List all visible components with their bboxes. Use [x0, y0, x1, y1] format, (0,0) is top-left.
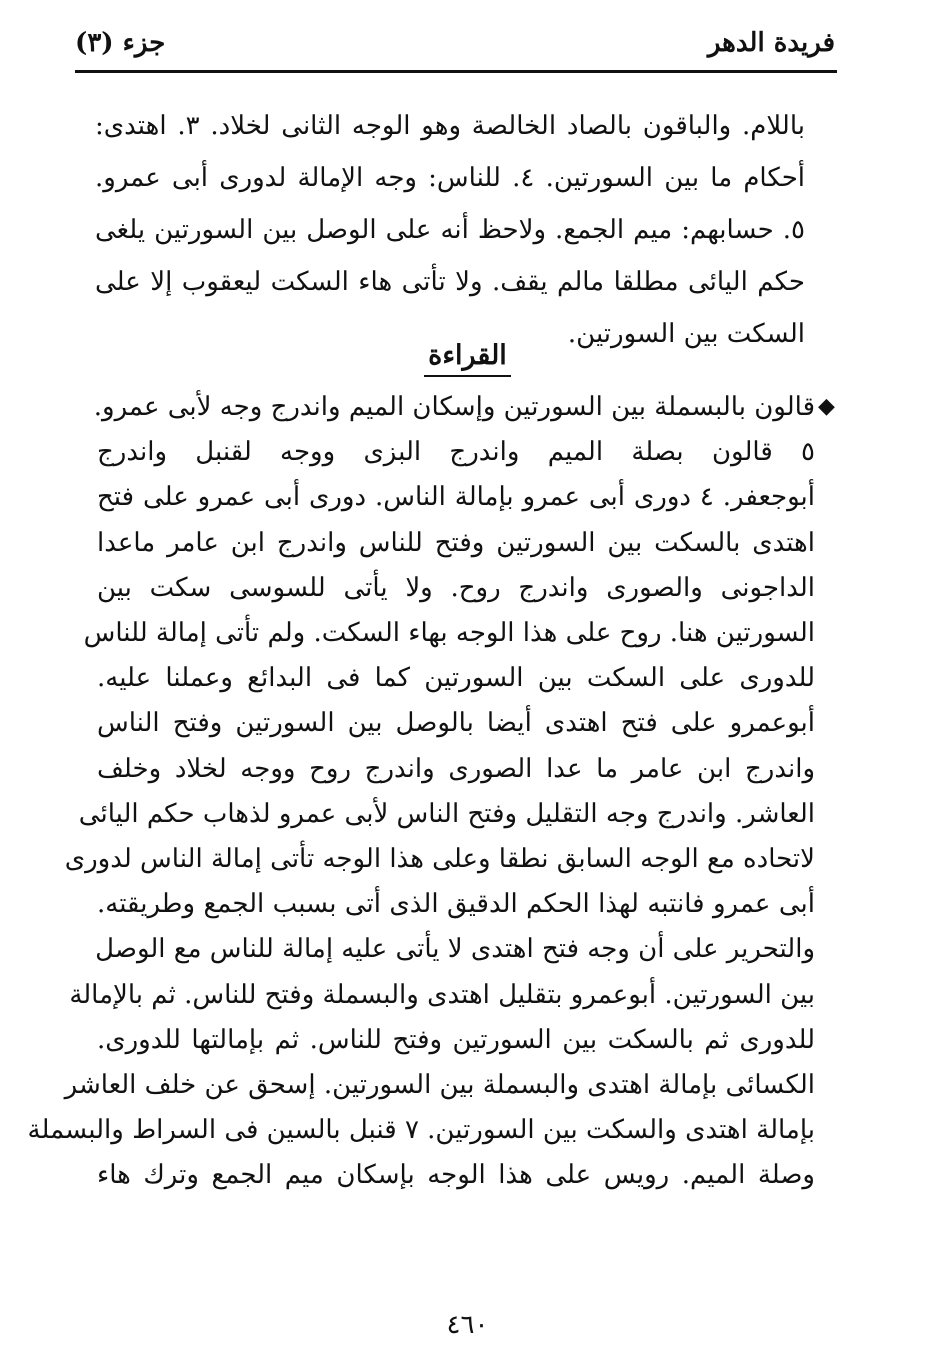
section-title: [0, 340, 935, 377]
page-number: ٤٦٠: [446, 1310, 489, 1340]
book-title: فريدة الدهر: [707, 28, 835, 58]
body-line: بإمالة اهتدى والسكت بين السورتين. ٧ قنبل بالسين فى السراط والبسملة: [27, 1115, 815, 1146]
notes-line: السكت بين السورتين.: [567, 319, 805, 349]
notes-line: أحكام ما بين السورتين. ٤. للناس: وجه الإمالة لدورى أبى عمرو.: [95, 163, 805, 193]
body-line: أبوجعفر. ٤ دورى أبى عمرو بإمالة الناس. دورى أبى عمرو على فتح: [97, 482, 815, 513]
body-line: الكسائى بإمالة اهتدى والبسملة بين السورتين. إسحق عن خلف العاشر: [64, 1070, 815, 1101]
section-title-text: القراءة: [424, 340, 511, 377]
notes-block: [95, 100, 805, 360]
body-line: أبى عمرو فانتبه لهذا الحكم الدقيق الذى أتى بسبب الجمع وطريقته.: [97, 889, 815, 920]
header-rule: [75, 70, 837, 73]
body-line: للدورى على السكت بين السورتين كما فى البدائع وعملنا عليه.: [97, 663, 815, 694]
body-line: للدورى ثم بالسكت بين السورتين وفتح للناس. ثم بإمالتها للدورى.: [97, 1024, 815, 1055]
body-line: قالون بالبسملة بين السورتين وإسكان الميم واندرج وجه لأبى عمرو.: [93, 392, 815, 422]
body-line: بين السورتين. أبوعمرو بتقليل اهتدى والبسملة وفتح للناس. ثم بالإمالة: [69, 979, 815, 1010]
notes-line: ٥. حسابهم: ميم الجمع. ولاحظ أنه على الوصل بين السورتين يلغى: [95, 215, 805, 245]
body-line: أبوعمرو على فتح اهتدى أيضا بالوصل بين السورتين وفتح الناس: [97, 708, 815, 739]
notes-line: حكم اليائى مطلقا مالم يقف. ولا تأتى هاء السكت ليعقوب إلا على: [95, 267, 805, 297]
running-header: [75, 24, 835, 68]
body-line: اهتدى بالسكت بين السورتين وفتح للناس واندرج ابن عامر ماعدا: [97, 527, 815, 558]
body-line: ٥ قالون بصلة الميم واندرج البزى ووجه لقنبل واندرج: [97, 437, 815, 468]
notes-line: باللام. والباقون بالصاد الخالصة وهو الوجه الثانى لخلاد. ٣. اهتدى:: [95, 111, 805, 141]
body-line: والتحرير على أن وجه فتح اهتدى لا يأتى عليه إمالة للناس مع الوصل: [95, 934, 815, 965]
body-line: لاتحاده مع الوجه السابق نطقا وعلى هذا الوجه تأتى إمالة الناس لدورى: [64, 844, 815, 875]
bullet-diamond-icon: ◆: [818, 394, 835, 419]
body-line: السورتين هنا. روح على هذا الوجه بهاء السكت. ولم تأتى إمالة للناس: [83, 618, 815, 649]
body-line: العاشر. واندرج وجه التقليل وفتح الناس لأبى عمرو لذهاب حكم اليائى: [78, 798, 815, 829]
body-text: [27, 385, 815, 1199]
body-line: وصلة الميم. رويس على هذا الوجه بإسكان ميم الجمع وترك هاء: [97, 1160, 815, 1191]
body-line: واندرج ابن عامر ما عدا الصورى واندرج روح ووجه لخلاد وخلف: [97, 753, 815, 784]
body-line: الداجونى والصورى واندرج روح. ولا يأتى للسوسى سكت بين: [97, 572, 815, 603]
part-label: جزء (٣): [75, 28, 166, 58]
